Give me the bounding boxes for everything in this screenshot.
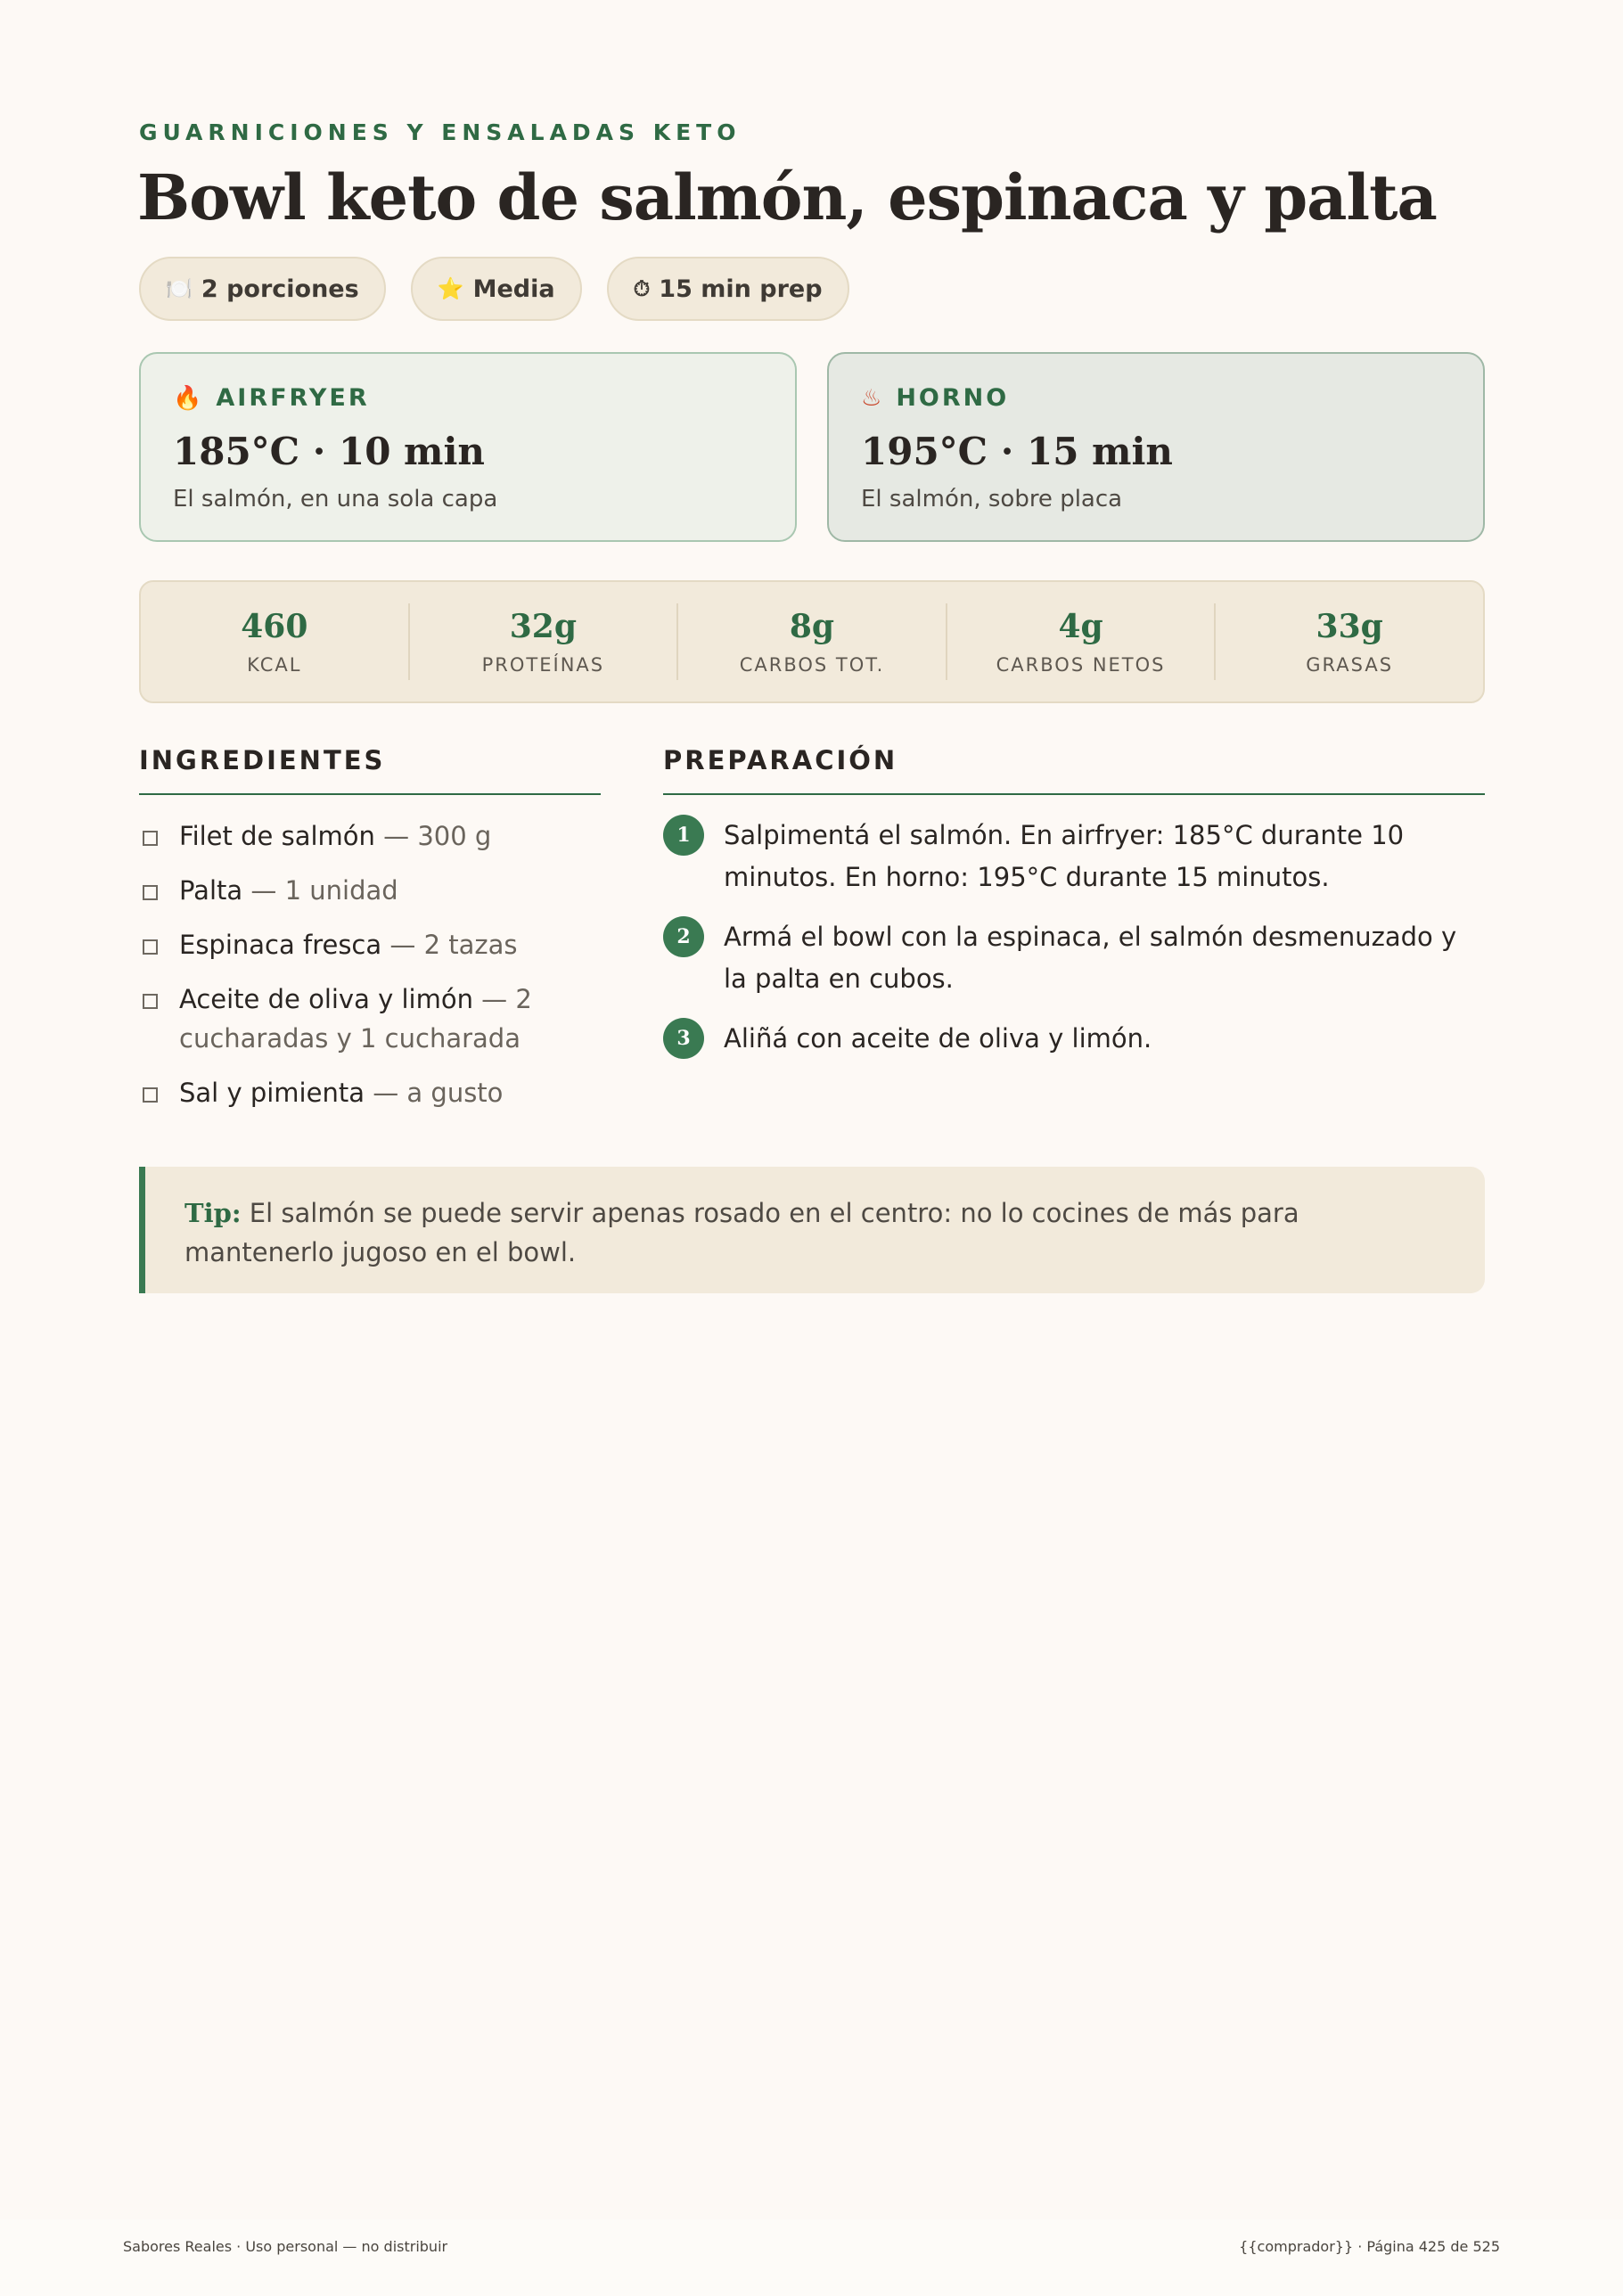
- ingredient-checkbox[interactable]: [143, 1087, 158, 1103]
- recipe-title: Bowl keto de salmón, espinaca y palta: [137, 160, 1437, 234]
- step-item: [663, 815, 1485, 898]
- nutrition-value: 8g: [789, 608, 835, 645]
- ingredient-qty: — a gusto: [364, 1078, 504, 1108]
- timer-icon: ⏱: [633, 276, 651, 301]
- airfryer-card: [139, 352, 797, 542]
- difficulty-label: Media: [472, 275, 555, 303]
- ingredient-qty: — 2 cucharadas y 1 cucharada: [179, 984, 532, 1054]
- step-text: Armá el bowl con la espinaca, el salmón desmenuzado y la palta en cubos.: [724, 922, 1457, 994]
- step-number: 2: [663, 916, 704, 957]
- list-item: [139, 980, 601, 1058]
- ingredients-list: [139, 816, 601, 1128]
- method-temp-time: 185°C · 10 min: [173, 430, 485, 473]
- list-item: [139, 1073, 601, 1112]
- ingredient-qty: — 1 unidad: [242, 875, 398, 906]
- step-text: Aliñá con aceite de oliva y limón.: [724, 1023, 1152, 1054]
- method-name: AIRFRYER: [216, 384, 370, 412]
- prep-time-label: 15 min prep: [659, 275, 823, 303]
- list-item: [139, 925, 601, 964]
- step-number: 1: [663, 815, 704, 856]
- page-footer: [0, 2219, 1623, 2296]
- fire-icon: 🔥: [173, 384, 202, 412]
- method-note: El salmón, sobre placa: [861, 486, 1123, 512]
- method-temp-time: 195°C · 15 min: [861, 430, 1173, 473]
- ingredient-checkbox[interactable]: [143, 885, 158, 900]
- method-name: HORNO: [896, 384, 1010, 412]
- footer-left: Sabores Reales · Uso personal — no distribuir: [123, 2238, 448, 2255]
- nutrition-label: CARBOS NETOS: [996, 654, 1166, 676]
- nutrition-value: 460: [241, 608, 308, 645]
- difficulty-pill: [411, 257, 582, 321]
- nutrition-value: 32g: [509, 608, 578, 645]
- ingredient-name: Filet de salmón: [179, 821, 375, 851]
- preparation-heading: PREPARACIÓN: [663, 745, 1485, 795]
- ingredients-heading: INGREDIENTES: [139, 745, 601, 795]
- method-note: El salmón, en una sola capa: [173, 486, 498, 512]
- ingredient-checkbox[interactable]: [143, 994, 158, 1009]
- recipe-category: GUARNICIONES Y ENSALADAS KETO: [139, 119, 742, 145]
- nutrition-label: PROTEÍNAS: [481, 654, 605, 676]
- step-number: 3: [663, 1018, 704, 1059]
- servings-label: 2 porciones: [201, 275, 359, 303]
- list-item: [139, 816, 601, 856]
- ingredient-checkbox[interactable]: [143, 939, 158, 955]
- nutrition-label: GRASAS: [1306, 654, 1394, 676]
- step-text: Salpimentá el salmón. En airfryer: 185°C durante 10 minutos. En horno: 195°C durante 15 minutos.: [724, 820, 1405, 892]
- tip-text: El salmón se puede servir apenas rosado en el centro: no lo cocines de más para mantenerlo jugoso en el bowl.: [184, 1198, 1299, 1267]
- step-item: [663, 1018, 1485, 1060]
- plate-icon: 🍽️: [166, 276, 193, 301]
- servings-pill: [139, 257, 386, 321]
- recipe-meta-pills: [139, 257, 849, 321]
- ingredient-qty: — 300 g: [374, 821, 492, 851]
- ingredient-name: Palta: [179, 875, 243, 906]
- nutrition-net-carbs: [947, 603, 1217, 680]
- star-icon: ⭐: [437, 276, 464, 301]
- nutrition-label: KCAL: [247, 654, 302, 676]
- ingredient-qty: — 2 tazas: [381, 930, 518, 960]
- ingredient-checkbox[interactable]: [143, 831, 158, 846]
- ingredient-name: Aceite de oliva y limón: [179, 984, 473, 1014]
- prep-time-pill: [607, 257, 849, 321]
- footer-right: {{comprador}} · Página 425 de 525: [1239, 2238, 1500, 2255]
- tip-label: Tip:: [184, 1198, 242, 1228]
- list-item: [139, 871, 601, 910]
- nutrition-protein: [410, 603, 679, 680]
- tip-box: [139, 1167, 1485, 1293]
- nutrition-label: CARBOS TOT.: [739, 654, 885, 676]
- ingredient-name: Espinaca fresca: [179, 930, 382, 960]
- nutrition-kcal: [141, 603, 410, 680]
- nutrition-value: 33g: [1316, 608, 1383, 645]
- nutrition-bar: [139, 580, 1485, 703]
- nutrition-fat: [1216, 603, 1483, 680]
- nutrition-total-carbs: [678, 603, 947, 680]
- step-item: [663, 916, 1485, 1000]
- hot-springs-icon: ♨: [861, 384, 882, 412]
- preparation-steps: [663, 815, 1485, 1078]
- ingredient-name: Sal y pimienta: [179, 1078, 365, 1108]
- oven-card: [827, 352, 1485, 542]
- nutrition-value: 4g: [1058, 608, 1103, 645]
